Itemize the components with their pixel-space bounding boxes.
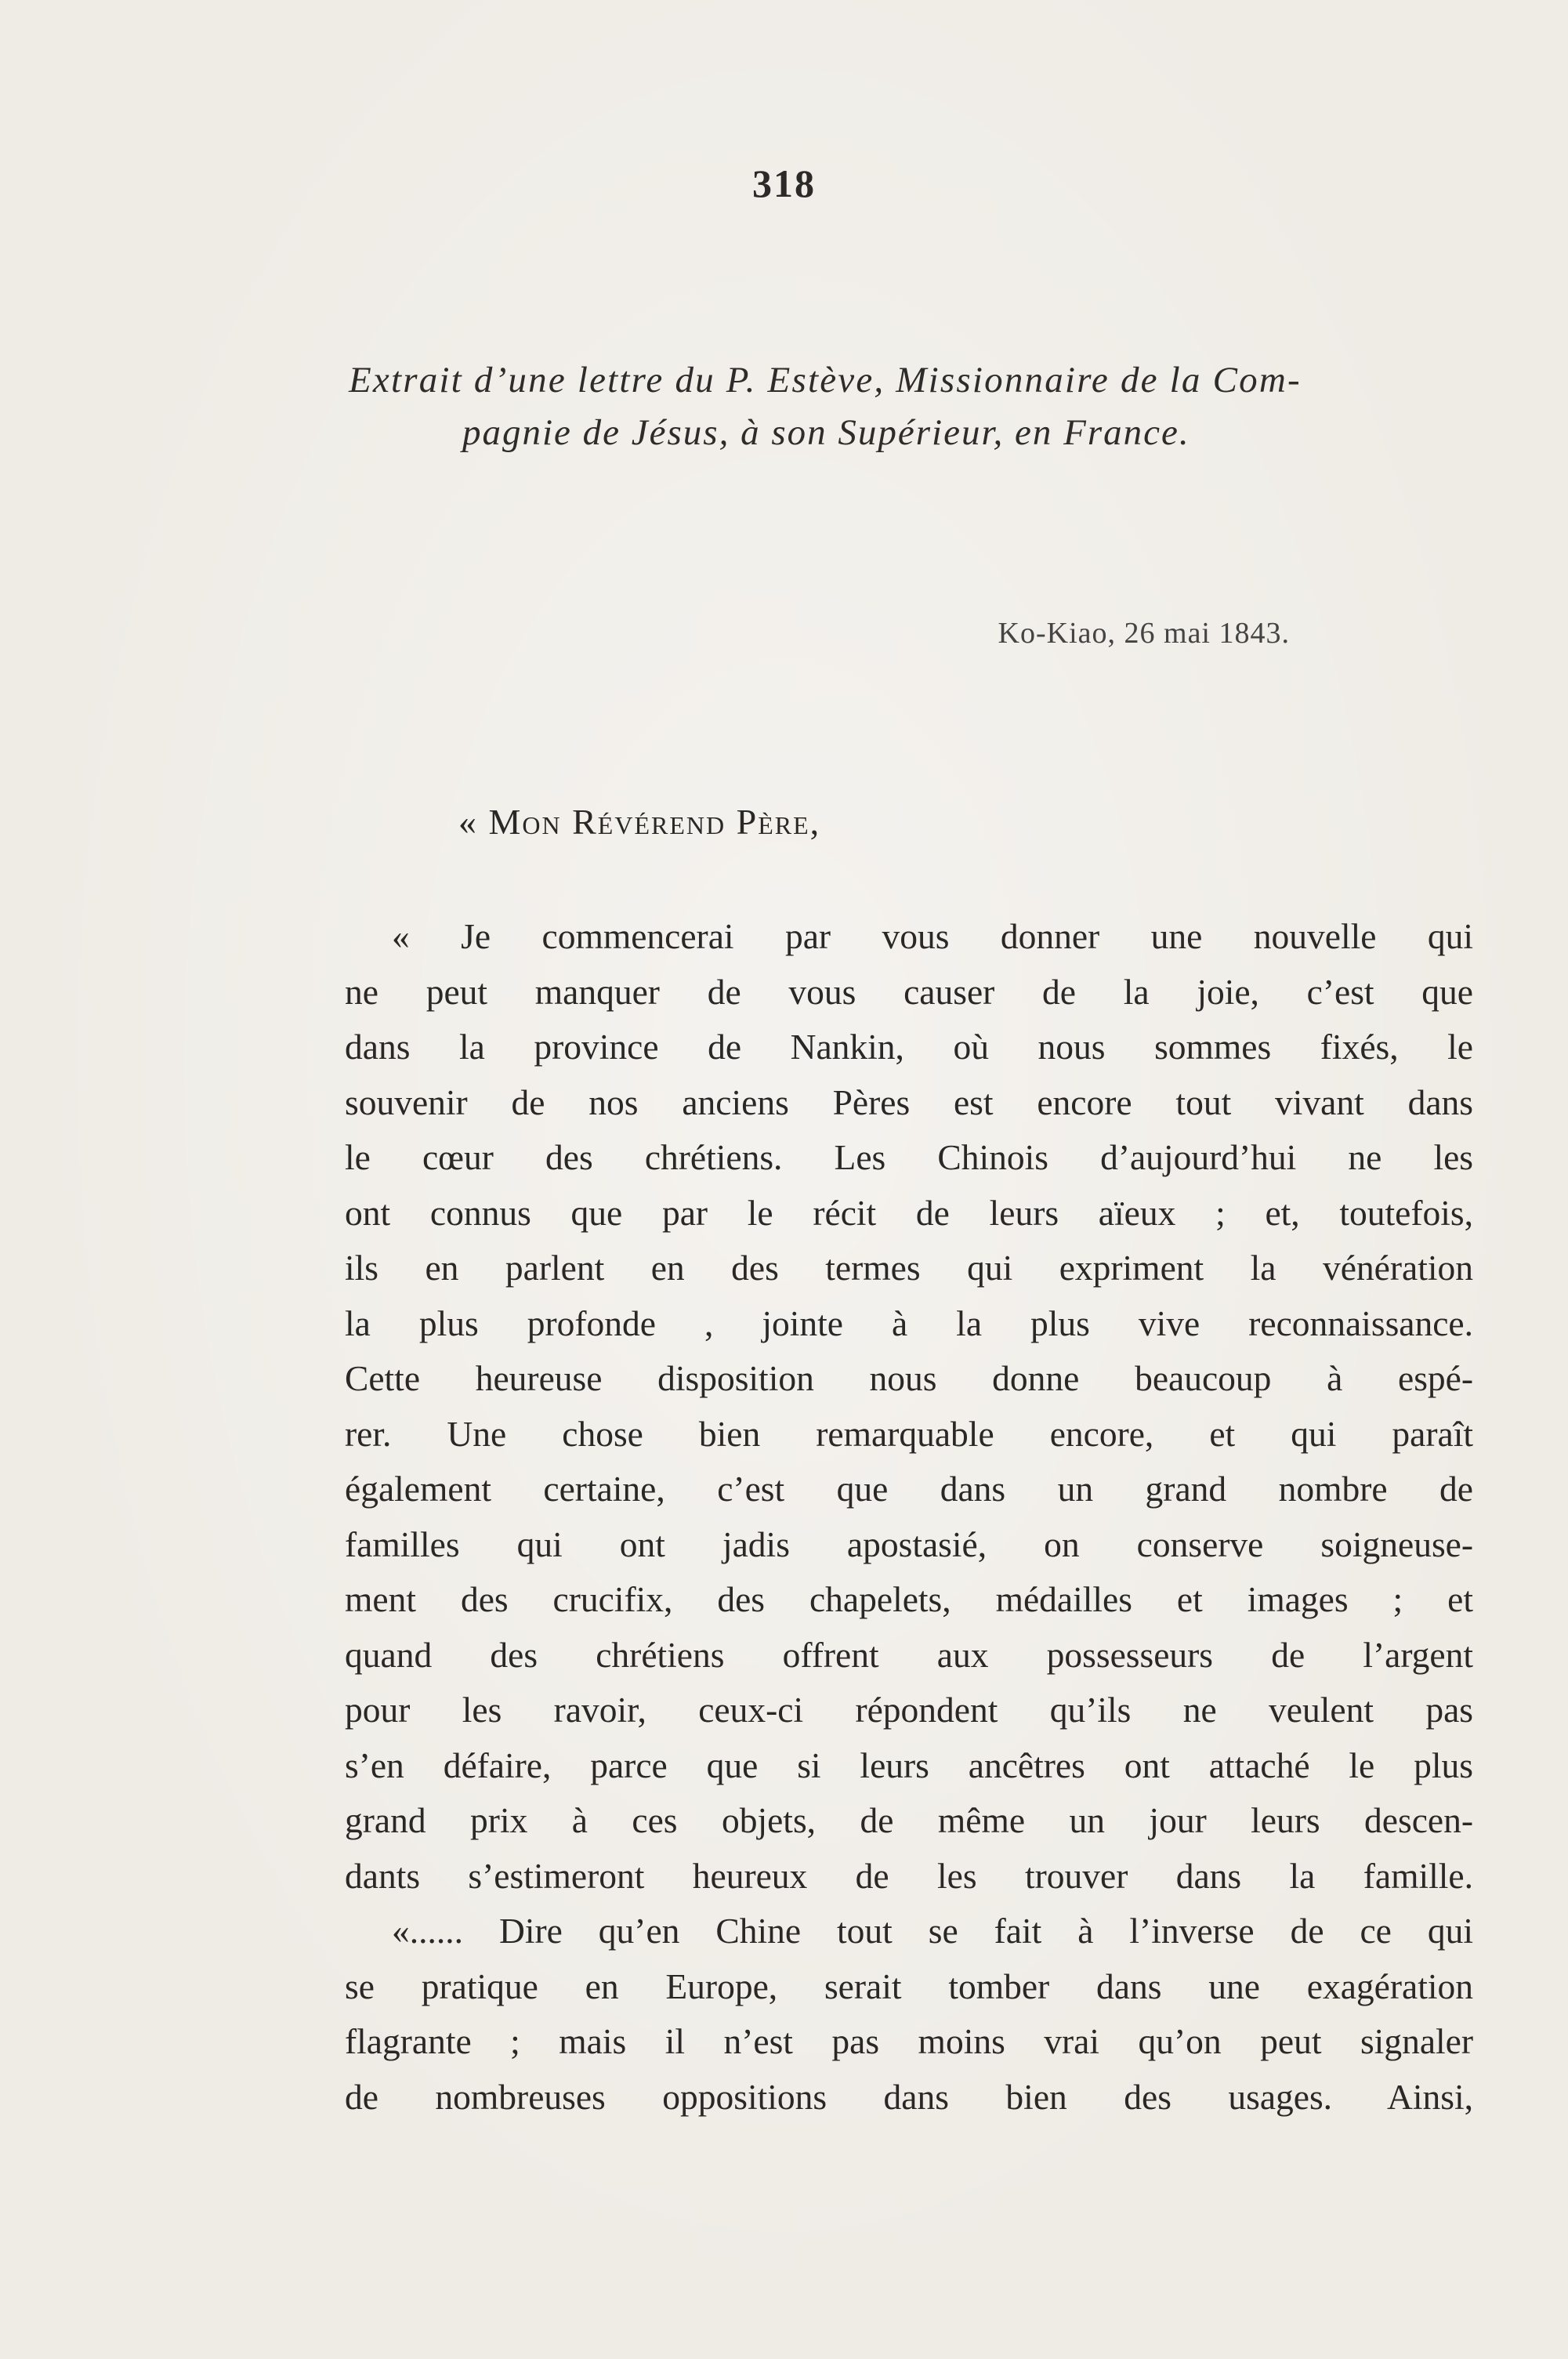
body-line: le cœur des chrétiens. Les Chinois d’aujourd’hui ne les (345, 1137, 1473, 1177)
body-line: ont connus que par le récit de leurs aïeux ; et, toutefois, (345, 1192, 1473, 1233)
letter-body (345, 909, 1473, 2125)
body-line: de nombreuses oppositions dans bien des usages. Ainsi, (345, 2076, 1473, 2117)
body-line: rer. Une chose bien remarquable encore, et qui paraît (345, 1413, 1473, 1454)
dateline: Ko-Kiao, 26 mai 1843. (998, 617, 1290, 650)
body-line: la plus profonde , jointe à la plus vive reconnaissance. (345, 1303, 1473, 1343)
letter-title-line-2: pagnie de Jésus, à son Supérieur, en France. (462, 412, 1190, 453)
body-line: également certaine, c’est que dans un grand nombre de (345, 1469, 1473, 1509)
body-line: ne peut manquer de vous causer de la joie, c’est que (345, 971, 1473, 1012)
body-line: ils en parlent en des termes qui expriment la vénération (345, 1248, 1473, 1288)
salutation: « Mon Révérend Père, (458, 802, 821, 842)
body-line: s’en défaire, parce que si leurs ancêtres ont attaché le plus (345, 1745, 1473, 1785)
body-line: pour les ravoir, ceux-ci répondent qu’ils ne veulent pas (345, 1690, 1473, 1730)
page-number: 318 (752, 161, 816, 205)
letter-title-line-1: Extrait d’une lettre du P. Estève, Missionnaire de la Com- (349, 360, 1302, 400)
body-line: se pratique en Europe, serait tomber dans une exagération (345, 1966, 1473, 2006)
body-line: Cette heureuse disposition nous donne beaucoup à espé- (345, 1358, 1473, 1398)
body-line: grand prix à ces objets, de même un jour leurs descen- (345, 1800, 1473, 1840)
body-line: « Je commencerai par vous donner une nouvelle qui (392, 916, 1473, 956)
body-line: flagrante ; mais il n’est pas moins vrai qu’on peut signaler (345, 2021, 1473, 2061)
body-line: dans la province de Nankin, où nous sommes fixés, le (345, 1027, 1473, 1067)
body-line: dants s’estimeront heureux de les trouver dans la famille. (345, 1855, 1473, 1896)
body-line: familles qui ont jadis apostasié, on conserve soigneuse- (345, 1524, 1473, 1564)
body-line: quand des chrétiens offrent aux possesseurs de l’argent (345, 1634, 1473, 1675)
body-line: «...... Dire qu’en Chine tout se fait à l’inverse de ce qui (392, 1911, 1473, 1951)
body-line: ment des crucifix, des chapelets, médailles et images ; et (345, 1579, 1473, 1619)
body-line: souvenir de nos anciens Pères est encore tout vivant dans (345, 1082, 1473, 1122)
